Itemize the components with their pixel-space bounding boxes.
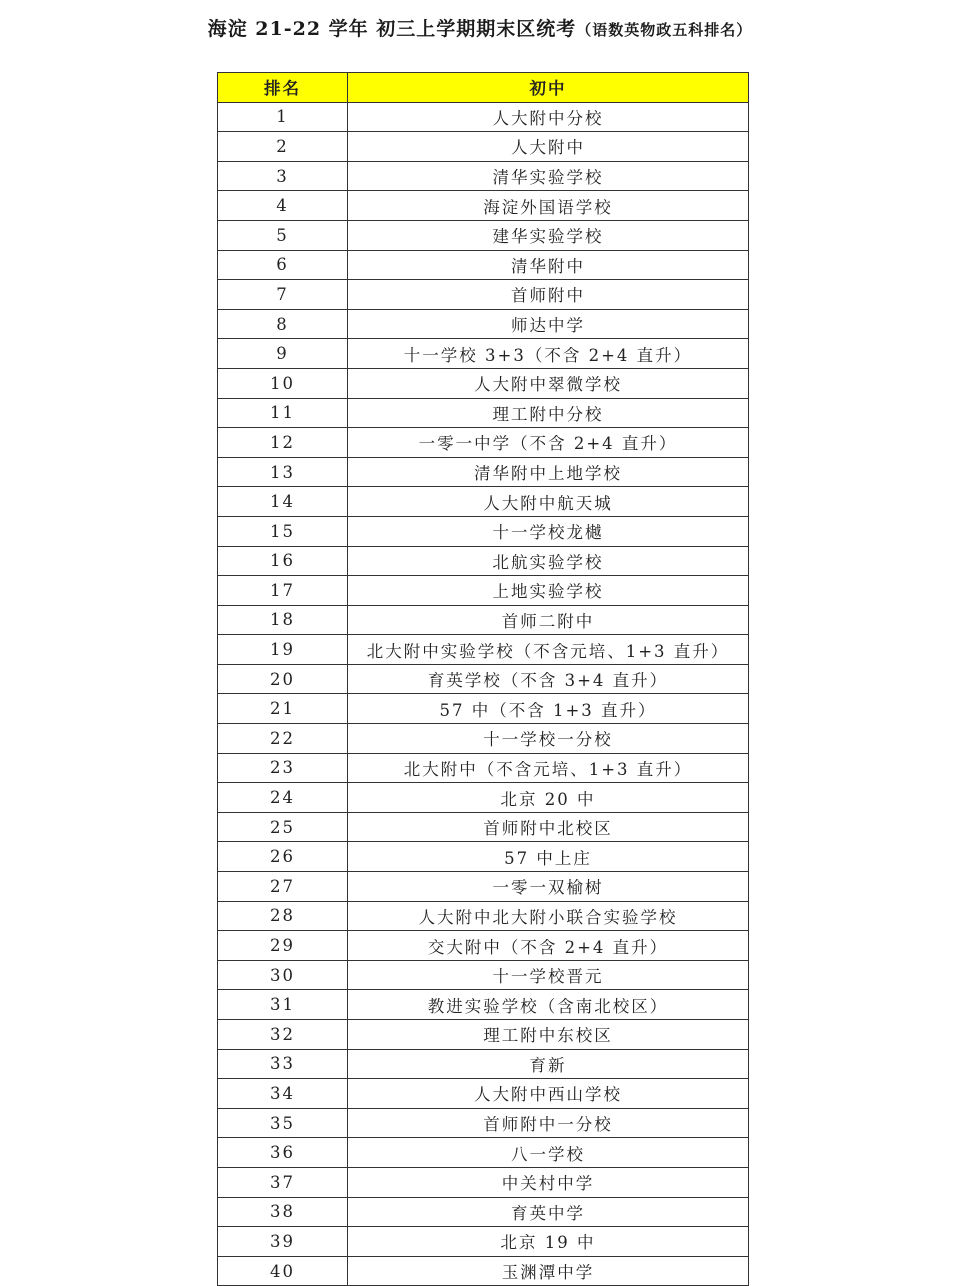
- rank-cell: 19: [218, 635, 348, 665]
- table-row: [218, 1167, 749, 1197]
- school-cell: 人大附中航天城: [348, 487, 749, 517]
- table-row: [218, 931, 749, 961]
- table-row: [218, 1227, 749, 1257]
- school-cell: 十一学校 3+3（不含 2+4 直升）: [348, 339, 749, 369]
- rank-cell: 14: [218, 487, 348, 517]
- school-cell: 人大附中: [348, 132, 749, 162]
- rank-cell: 23: [218, 753, 348, 783]
- school-cell: 交大附中（不含 2+4 直升）: [348, 931, 749, 961]
- rank-cell: 38: [218, 1197, 348, 1227]
- page-title: [0, 14, 960, 41]
- rank-cell: 15: [218, 516, 348, 546]
- table-row: [218, 1020, 749, 1050]
- rank-cell: 6: [218, 250, 348, 280]
- school-cell: 建华实验学校: [348, 220, 749, 250]
- table-row: [218, 161, 749, 191]
- rank-cell: 33: [218, 1049, 348, 1079]
- table-row: [218, 546, 749, 576]
- school-cell: 上地实验学校: [348, 576, 749, 606]
- school-cell: 十一学校一分校: [348, 724, 749, 754]
- school-cell: 育新: [348, 1049, 749, 1079]
- table-row: [218, 664, 749, 694]
- table-row: [218, 102, 749, 132]
- school-cell: 玉渊潭中学: [348, 1256, 749, 1286]
- rank-cell: 27: [218, 872, 348, 902]
- table-row: [218, 191, 749, 221]
- school-cell: 57 中上庄: [348, 842, 749, 872]
- table-row: [218, 398, 749, 428]
- school-cell: 一零一中学（不含 2+4 直升）: [348, 428, 749, 458]
- rank-cell: 2: [218, 132, 348, 162]
- rank-cell: 31: [218, 990, 348, 1020]
- table-row: [218, 1197, 749, 1227]
- table-row: [218, 132, 749, 162]
- rank-cell: 3: [218, 161, 348, 191]
- table-row: [218, 605, 749, 635]
- title-subtitle: （语数英物政五科排名）: [576, 21, 753, 39]
- school-cell: 育英中学: [348, 1197, 749, 1227]
- school-cell: 北大附中（不含元培、1+3 直升）: [348, 753, 749, 783]
- table-row: [218, 487, 749, 517]
- rank-cell: 40: [218, 1256, 348, 1286]
- rank-cell: 21: [218, 694, 348, 724]
- table-row: [218, 842, 749, 872]
- table-row: [218, 635, 749, 665]
- rank-cell: 32: [218, 1020, 348, 1050]
- school-cell: 理工附中东校区: [348, 1020, 749, 1050]
- table-row: [218, 1079, 749, 1109]
- rank-cell: 18: [218, 605, 348, 635]
- table-row: [218, 309, 749, 339]
- school-cell: 人大附中北大附小联合实验学校: [348, 901, 749, 931]
- rank-cell: 26: [218, 842, 348, 872]
- rank-cell: 22: [218, 724, 348, 754]
- table-row: [218, 339, 749, 369]
- rank-cell: 36: [218, 1138, 348, 1168]
- school-cell: 北京 20 中: [348, 783, 749, 813]
- table-row: [218, 812, 749, 842]
- school-cell: 人大附中分校: [348, 102, 749, 132]
- rank-cell: 30: [218, 960, 348, 990]
- school-cell: 师达中学: [348, 309, 749, 339]
- rank-cell: 5: [218, 220, 348, 250]
- school-cell: 十一学校晋元: [348, 960, 749, 990]
- school-cell: 海淀外国语学校: [348, 191, 749, 221]
- school-cell: 北航实验学校: [348, 546, 749, 576]
- rank-cell: 7: [218, 280, 348, 310]
- rank-cell: 35: [218, 1108, 348, 1138]
- header-school: 初中: [348, 73, 749, 103]
- school-cell: 首师附中一分校: [348, 1108, 749, 1138]
- school-cell: 北大附中实验学校（不含元培、1+3 直升）: [348, 635, 749, 665]
- rank-cell: 4: [218, 191, 348, 221]
- rank-cell: 29: [218, 931, 348, 961]
- school-cell: 人大附中西山学校: [348, 1079, 749, 1109]
- school-cell: 57 中（不含 1+3 直升）: [348, 694, 749, 724]
- school-cell: 清华附中上地学校: [348, 457, 749, 487]
- school-cell: 人大附中翠微学校: [348, 368, 749, 398]
- table-row: [218, 724, 749, 754]
- rank-cell: 39: [218, 1227, 348, 1257]
- school-cell: 首师附中: [348, 280, 749, 310]
- school-cell: 育英学校（不含 3+4 直升）: [348, 664, 749, 694]
- rank-cell: 20: [218, 664, 348, 694]
- table-row: [218, 783, 749, 813]
- rank-cell: 24: [218, 783, 348, 813]
- table-row: [218, 1049, 749, 1079]
- school-cell: 清华附中: [348, 250, 749, 280]
- table-header-row: [218, 73, 749, 103]
- school-cell: 一零一双榆树: [348, 872, 749, 902]
- rank-cell: 13: [218, 457, 348, 487]
- table-row: [218, 516, 749, 546]
- title-main: 海淀 21-22 学年 初三上学期期末区统考: [207, 18, 577, 40]
- table-row: [218, 960, 749, 990]
- table-row: [218, 694, 749, 724]
- school-cell: 八一学校: [348, 1138, 749, 1168]
- table-row: [218, 576, 749, 606]
- table-row: [218, 368, 749, 398]
- table-row: [218, 220, 749, 250]
- school-cell: 理工附中分校: [348, 398, 749, 428]
- rank-cell: 16: [218, 546, 348, 576]
- table-row: [218, 1256, 749, 1286]
- table-row: [218, 901, 749, 931]
- rank-cell: 9: [218, 339, 348, 369]
- table-row: [218, 428, 749, 458]
- rank-cell: 10: [218, 368, 348, 398]
- table-row: [218, 990, 749, 1020]
- table-row: [218, 457, 749, 487]
- school-cell: 教进实验学校（含南北校区）: [348, 990, 749, 1020]
- rank-cell: 17: [218, 576, 348, 606]
- table-row: [218, 280, 749, 310]
- table-row: [218, 753, 749, 783]
- rank-cell: 34: [218, 1079, 348, 1109]
- table-row: [218, 1138, 749, 1168]
- table-body: [218, 102, 749, 1286]
- school-cell: 首师二附中: [348, 605, 749, 635]
- table-row: [218, 250, 749, 280]
- rank-cell: 37: [218, 1167, 348, 1197]
- table-row: [218, 872, 749, 902]
- rank-cell: 1: [218, 102, 348, 132]
- rank-cell: 11: [218, 398, 348, 428]
- rank-cell: 28: [218, 901, 348, 931]
- table-row: [218, 1108, 749, 1138]
- school-cell: 清华实验学校: [348, 161, 749, 191]
- school-cell: 十一学校龙樾: [348, 516, 749, 546]
- school-cell: 中关村中学: [348, 1167, 749, 1197]
- school-cell: 北京 19 中: [348, 1227, 749, 1257]
- rank-cell: 8: [218, 309, 348, 339]
- school-cell: 首师附中北校区: [348, 812, 749, 842]
- ranking-table: [217, 72, 749, 1286]
- rank-cell: 25: [218, 812, 348, 842]
- header-rank: 排名: [218, 73, 348, 103]
- rank-cell: 12: [218, 428, 348, 458]
